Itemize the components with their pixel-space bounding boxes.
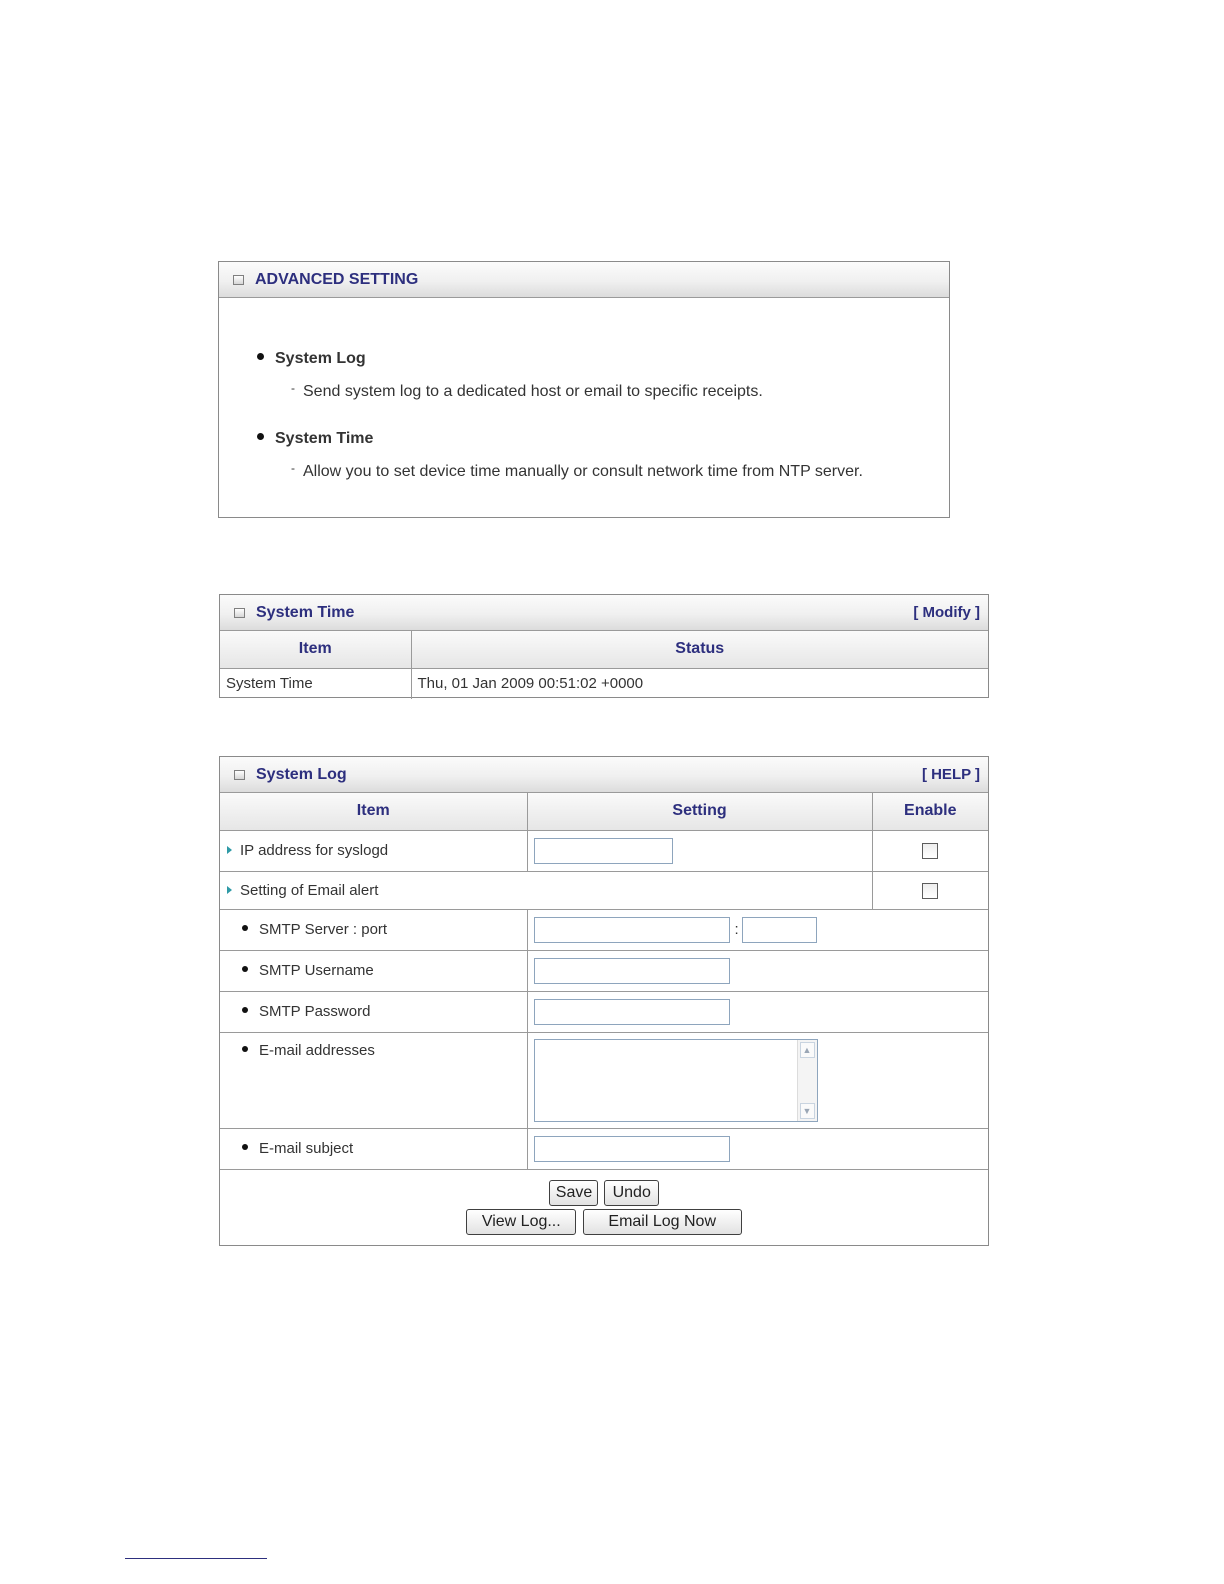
system-time-item xyxy=(257,430,373,448)
smtp-password-label-cell xyxy=(220,991,527,1032)
syslogd-label-cell xyxy=(220,830,527,871)
smtp-server-setting-cell xyxy=(527,909,988,950)
email-alert-enable-cell xyxy=(872,871,988,909)
advanced-setting-panel xyxy=(218,261,950,518)
syslogd-setting-cell xyxy=(527,830,872,871)
system-time-panel xyxy=(219,594,989,698)
panel-icon xyxy=(234,770,245,780)
email-addresses-label: E-mail addresses xyxy=(259,1041,375,1059)
smtp-password-setting-cell xyxy=(527,991,988,1032)
arrow-right-icon xyxy=(227,846,232,854)
email-subject-label-cell xyxy=(220,1128,527,1169)
textarea-scrollbar[interactable] xyxy=(797,1040,817,1121)
smtp-server-label-cell xyxy=(220,909,527,950)
system-log-panel xyxy=(219,756,989,1246)
panel-icon xyxy=(233,275,244,285)
email-subject-setting-cell xyxy=(527,1128,988,1169)
column-header-status: Status xyxy=(411,631,988,668)
column-header-setting: Setting xyxy=(527,793,872,830)
button-cell xyxy=(220,1169,988,1243)
email-log-now-button[interactable]: Email Log Now xyxy=(583,1209,742,1235)
table-row xyxy=(220,909,988,950)
secondary-buttons xyxy=(220,1209,988,1235)
table-row xyxy=(220,1128,988,1169)
table-row xyxy=(220,830,988,871)
syslogd-ip-input[interactable] xyxy=(534,838,673,864)
system-log-item xyxy=(257,350,366,368)
system-time-label: System Time xyxy=(220,668,411,699)
system-time-value: Thu, 01 Jan 2009 00:51:02 +0000 xyxy=(411,668,988,699)
system-time-title: System Time xyxy=(256,603,355,621)
help-link[interactable]: [ HELP ] xyxy=(921,766,980,783)
smtp-password-label: SMTP Password xyxy=(259,1003,371,1020)
email-alert-label-cell xyxy=(220,871,872,909)
scroll-up-icon[interactable]: ▲ xyxy=(800,1042,815,1058)
smtp-port-input[interactable] xyxy=(742,917,817,943)
table-row xyxy=(220,668,988,699)
system-log-header xyxy=(220,757,988,793)
table-row xyxy=(220,950,988,991)
email-alert-label: Setting of Email alert xyxy=(240,881,379,899)
bullet-icon xyxy=(257,433,264,440)
table-row xyxy=(220,991,988,1032)
system-log-heading: System Log xyxy=(275,350,366,367)
email-addresses-textarea[interactable] xyxy=(535,1040,797,1121)
smtp-server-input[interactable] xyxy=(534,917,730,943)
smtp-server-label: SMTP Server : port xyxy=(259,921,388,938)
primary-buttons xyxy=(220,1180,988,1206)
bullet-icon xyxy=(242,925,248,931)
bullet-icon xyxy=(242,1046,248,1052)
view-log-button[interactable]: View Log... xyxy=(466,1209,576,1235)
bullet-icon xyxy=(257,353,264,360)
port-separator: : xyxy=(734,921,739,938)
button-row xyxy=(220,1169,988,1243)
system-log-title: System Log xyxy=(256,765,347,783)
save-button[interactable]: Save xyxy=(549,1180,598,1206)
table-row xyxy=(220,871,988,909)
undo-button[interactable]: Undo xyxy=(604,1180,659,1206)
smtp-username-input[interactable] xyxy=(534,958,730,984)
syslogd-enable-cell xyxy=(872,830,988,871)
system-time-table xyxy=(220,631,988,699)
email-addresses-setting-cell xyxy=(527,1032,988,1128)
smtp-password-input[interactable] xyxy=(534,999,730,1025)
system-log-description: - Send system log to a dedicated host or email to specific receipts. xyxy=(291,381,763,400)
email-subject-label: E-mail subject xyxy=(259,1140,354,1157)
footnote-rule xyxy=(125,1558,267,1559)
email-addresses-label-cell xyxy=(220,1032,527,1128)
panel-icon xyxy=(234,608,245,618)
syslogd-label: IP address for syslogd xyxy=(240,842,389,859)
system-time-header xyxy=(220,595,988,631)
smtp-username-label-cell xyxy=(220,950,527,991)
column-header-item: Item xyxy=(220,631,411,668)
bullet-icon xyxy=(242,1144,248,1150)
smtp-username-label: SMTP Username xyxy=(259,962,374,979)
system-time-description: - Allow you to set device time manually or consult network time from NTP server. xyxy=(291,461,863,480)
system-log-table xyxy=(220,793,988,1243)
smtp-username-setting-cell xyxy=(527,950,988,991)
system-time-heading: System Time xyxy=(275,430,374,447)
email-subject-input[interactable] xyxy=(534,1136,730,1162)
bullet-icon xyxy=(242,1007,248,1013)
column-header-item: Item xyxy=(220,793,527,830)
modify-link[interactable]: [ Modify ] xyxy=(913,604,980,621)
arrow-right-icon xyxy=(227,886,232,894)
email-alert-enable-checkbox[interactable] xyxy=(922,883,938,899)
advanced-setting-title: ADVANCED SETTING xyxy=(255,270,419,288)
syslogd-enable-checkbox[interactable] xyxy=(922,843,938,859)
column-header-enable: Enable xyxy=(872,793,988,830)
scroll-down-icon[interactable]: ▼ xyxy=(800,1103,815,1119)
email-addresses-textarea-wrap xyxy=(534,1039,818,1122)
advanced-setting-header xyxy=(219,262,949,298)
table-row xyxy=(220,1032,988,1128)
bullet-icon xyxy=(242,966,248,972)
